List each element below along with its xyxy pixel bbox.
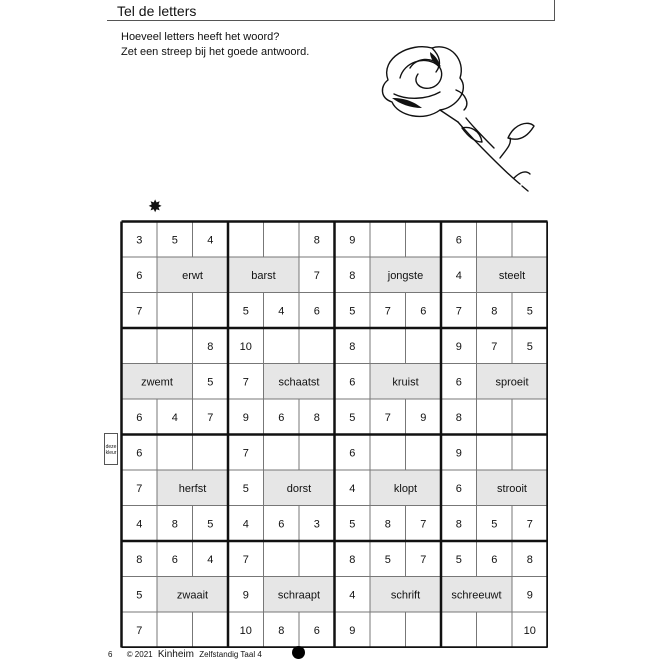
instruction-line-2: Zet een streep bij het goede antwoord. — [121, 46, 310, 58]
number-cell: 9 — [242, 411, 249, 424]
page-header — [107, 0, 555, 21]
number-cell: 7 — [136, 624, 143, 637]
number-cell: 7 — [384, 305, 391, 318]
number-cell: 5 — [455, 553, 462, 566]
number-cell: 7 — [455, 305, 462, 318]
word-label: jongste — [387, 269, 424, 282]
number-cell: 8 — [349, 269, 356, 282]
number-cell: 7 — [384, 411, 391, 424]
number-cell: 5 — [136, 589, 143, 602]
number-cell: 8 — [491, 305, 498, 318]
number-cell: 8 — [313, 234, 320, 247]
number-cell: 5 — [349, 305, 356, 318]
number-cell: 4 — [136, 518, 143, 531]
number-cell: 5 — [171, 234, 178, 247]
number-cell: 4 — [278, 305, 285, 318]
number-cell: 5 — [242, 305, 249, 318]
number-cell: 6 — [420, 305, 427, 318]
number-cell: 4 — [207, 234, 214, 247]
number-cell: 6 — [313, 305, 320, 318]
number-cell: 9 — [526, 589, 533, 602]
number-cell: 4 — [207, 553, 214, 566]
word-label: steelt — [498, 269, 526, 282]
number-cell: 3 — [313, 518, 320, 531]
word-label: sproeit — [495, 376, 529, 389]
word-label: schaatst — [278, 376, 320, 389]
color-key-label: deze kleur — [104, 433, 118, 465]
word-label: klopt — [393, 482, 418, 495]
word-label: barst — [251, 269, 276, 282]
number-cell: 5 — [242, 482, 249, 495]
word-label: zwemt — [141, 376, 173, 389]
sudoku-word-grid — [120, 220, 548, 648]
number-cell: 7 — [242, 447, 249, 460]
number-cell: 8 — [526, 553, 533, 566]
number-cell: 4 — [171, 411, 178, 424]
number-cell: 7 — [313, 269, 320, 282]
word-label: zwaait — [176, 589, 209, 602]
instruction-line-1: Hoeveel letters heeft het woord? — [121, 31, 280, 43]
number-cell: 8 — [349, 340, 356, 353]
word-label: schraapt — [277, 589, 321, 602]
number-cell: 10 — [239, 340, 252, 353]
number-cell: 8 — [278, 624, 285, 637]
number-cell: 8 — [455, 411, 462, 424]
number-cell: 3 — [136, 234, 143, 247]
number-cell: 7 — [420, 553, 427, 566]
number-cell: 9 — [455, 447, 462, 460]
number-cell: 6 — [349, 376, 356, 389]
number-cell: 9 — [349, 234, 356, 247]
number-cell: 6 — [136, 411, 143, 424]
number-cell: 6 — [349, 447, 356, 460]
publisher-name: Kinheim — [157, 649, 194, 660]
number-cell: 8 — [313, 411, 320, 424]
word-label: erwt — [182, 269, 203, 282]
number-cell: 7 — [491, 340, 498, 353]
number-cell: 6 — [278, 518, 285, 531]
number-cell: 5 — [491, 518, 498, 531]
number-cell: 10 — [239, 624, 252, 637]
number-cell: 8 — [349, 553, 356, 566]
number-cell: 6 — [136, 447, 143, 460]
number-cell: 4 — [242, 518, 249, 531]
number-cell: 5 — [526, 305, 533, 318]
number-cell: 5 — [384, 553, 391, 566]
number-cell: 7 — [420, 518, 427, 531]
number-cell: 7 — [242, 376, 249, 389]
word-label: herfst — [178, 482, 207, 495]
number-cell: 6 — [455, 234, 462, 247]
number-cell: 7 — [136, 305, 143, 318]
number-cell: 7 — [136, 482, 143, 495]
number-cell: 8 — [384, 518, 391, 531]
rose-illustration — [370, 38, 550, 193]
number-cell: 6 — [136, 269, 143, 282]
word-label: schrift — [390, 589, 421, 602]
page-number: 6 — [108, 650, 113, 659]
number-cell: 4 — [349, 482, 356, 495]
number-cell: 4 — [349, 589, 356, 602]
number-cell: 8 — [171, 518, 178, 531]
number-cell: 9 — [242, 589, 249, 602]
number-cell: 8 — [455, 518, 462, 531]
number-cell: 5 — [207, 376, 214, 389]
page-title: Tel de letters — [117, 3, 197, 19]
number-cell: 7 — [207, 411, 214, 424]
number-cell: 5 — [349, 518, 356, 531]
number-cell: 9 — [349, 624, 356, 637]
number-cell: 5 — [526, 340, 533, 353]
number-cell: 7 — [526, 518, 533, 531]
number-cell: 6 — [171, 553, 178, 566]
copyright: © 2021 — [126, 650, 153, 659]
number-cell: 6 — [491, 553, 498, 566]
number-cell: 9 — [420, 411, 427, 424]
word-label: strooit — [497, 482, 527, 495]
number-cell: 4 — [455, 269, 462, 282]
word-label: schreeuwt — [451, 589, 502, 602]
word-label: kruist — [392, 376, 419, 389]
number-cell: 10 — [523, 624, 536, 637]
number-cell: 9 — [455, 340, 462, 353]
star-icon: ✸ — [148, 197, 163, 216]
number-cell: 8 — [136, 553, 143, 566]
number-cell: 6 — [278, 411, 285, 424]
bullet-dot — [292, 646, 305, 659]
word-label: dorst — [286, 482, 312, 495]
number-cell: 8 — [207, 340, 214, 353]
number-cell: 6 — [455, 376, 462, 389]
number-cell: 6 — [455, 482, 462, 495]
number-cell: 5 — [349, 411, 356, 424]
number-cell: 5 — [207, 518, 214, 531]
number-cell: 6 — [313, 624, 320, 637]
book-title: Zelfstandig Taal 4 — [199, 650, 262, 659]
page-footer — [108, 649, 262, 660]
number-cell: 7 — [242, 553, 249, 566]
